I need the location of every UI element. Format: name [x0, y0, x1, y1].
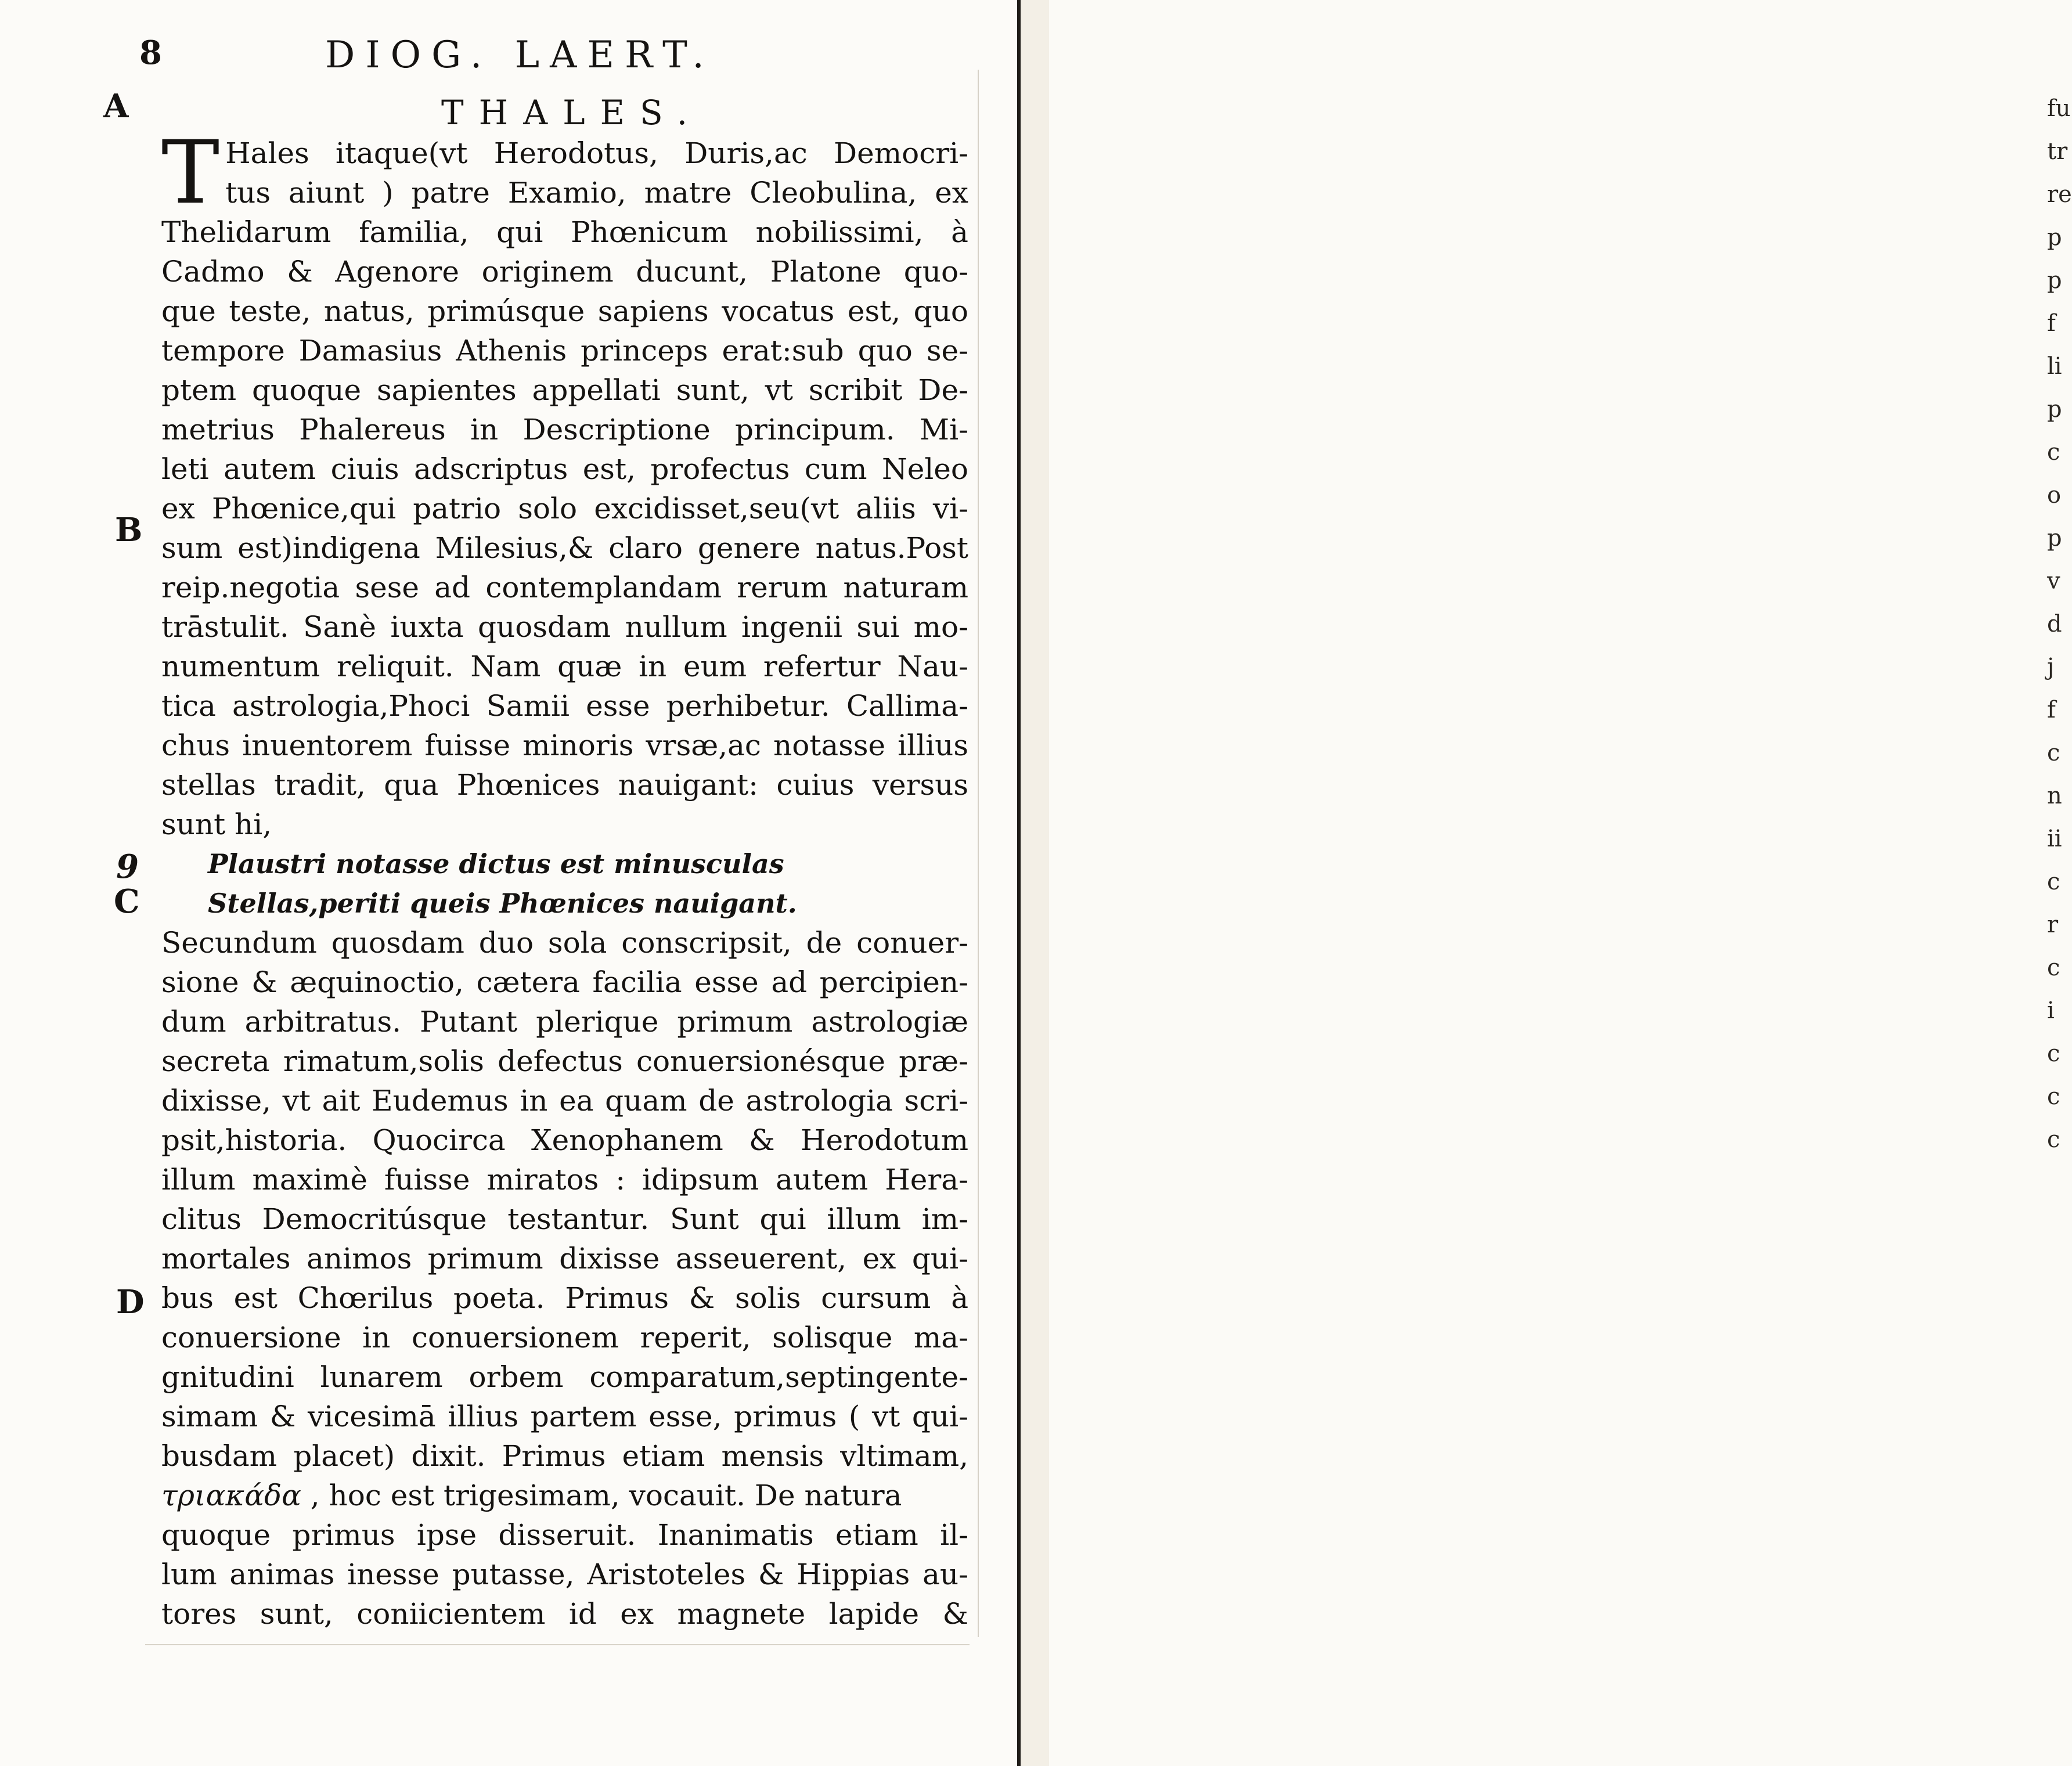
running-head: DIOG. LAERT.: [325, 34, 715, 77]
text-line: secreta rimatum,solis defectus conuersionésque præ-: [161, 1044, 968, 1078]
text-line: Thelidarum familia, qui Phœnicum nobilissimi, à: [161, 215, 968, 249]
edge-letter: c: [2047, 439, 2060, 466]
edge-letter: p: [2047, 525, 2062, 552]
edge-letter: p: [2047, 224, 2062, 251]
text-line: tempore Damasius Athenis princeps erat:sub quo se-: [161, 334, 968, 367]
text-line: chus inuentorem fuisse minoris vrsæ,ac notasse illius: [161, 729, 968, 762]
edge-letter: f: [2047, 697, 2056, 723]
text-line: numentum reliquit. Nam quæ in eum refertur Nau-: [161, 650, 968, 683]
margin-letter-c: C: [114, 882, 140, 921]
text-line: quoque primus ipse disseruit. Inanimatis etiam il-: [161, 1518, 968, 1552]
text-line: sione & æquinoctio, cætera facilia esse ad percipien-: [161, 965, 968, 999]
edge-letter: c: [2047, 868, 2060, 895]
edge-letter: c: [2047, 740, 2060, 766]
text-line: ex Phœnice,qui patrio solo excidisset,seu(vt aliis vi-: [161, 492, 968, 525]
text-line: reip.negotia sese ad contemplandam rerum naturam: [161, 571, 968, 604]
edge-letter: c: [2047, 954, 2060, 981]
edge-letter: c: [2047, 1040, 2060, 1067]
margin-rule: [978, 70, 979, 1637]
text-line: [161, 1476, 968, 1515]
edge-letter: n: [2047, 783, 2062, 809]
edge-letter: re: [2047, 181, 2072, 208]
text-line: busdam placet) dixit. Primus etiam mensis vltimam,: [161, 1439, 968, 1473]
text-line: tica astrologia,Phoci Samii esse perhibetur. Callima-: [161, 689, 968, 723]
text-line: lum animas inesse putasse, Aristoteles & Hippias au-: [161, 1558, 968, 1591]
text-line: dum arbitratus. Putant plerique primum astrologiæ: [161, 1005, 968, 1039]
text-line: dixisse, vt ait Eudemus in ea quam de astrologia scri-: [161, 1084, 968, 1118]
text-line: psit,historia. Quocirca Xenophanem & Herodotum: [161, 1123, 968, 1157]
text-line: sum est)indigena Milesius,& claro genere natus.Post: [161, 531, 968, 565]
section-title: THALES.: [441, 93, 703, 132]
text-line: conuersione in conuersionem reperit, solisque ma-: [161, 1321, 968, 1354]
text-line-rest: , hoc est trigesimam, vocauit. De natura: [310, 1479, 902, 1512]
margin-letter-d: D: [116, 1283, 145, 1321]
text-line: tores sunt, coniicientem id ex magnete lapide &: [161, 1597, 968, 1631]
edge-letter: f: [2047, 310, 2056, 337]
verse-line: Plaustri notasse dictus est minusculas: [208, 848, 784, 880]
verse-line: Stellas,periti queis Phœnices nauigant.: [208, 888, 797, 919]
edge-letter: j: [2047, 654, 2055, 680]
text-line: simam & vicesimā illius partem esse, primus ( vt qui-: [161, 1400, 968, 1433]
edge-letter: tr: [2047, 138, 2068, 165]
edge-letter: o: [2047, 482, 2062, 509]
page-number: 8: [139, 34, 162, 72]
text-line: stellas tradit, qua Phœnices nauigant: cuius versus: [161, 768, 968, 802]
margin-page-ref-9: 9: [116, 848, 139, 886]
edge-letter: li: [2047, 353, 2062, 380]
text-line: gnitudini lunarem orbem comparatum,septingente-: [161, 1360, 968, 1394]
drop-cap: T: [161, 122, 220, 224]
page-header: [139, 34, 790, 80]
edge-letter: p: [2047, 396, 2062, 423]
text-line: bus est Chœrilus poeta. Primus & solis cursum à: [161, 1281, 968, 1315]
text-line: ptem quoque sapientes appellati sunt, vt scribit De-: [161, 373, 968, 407]
edge-letter: r: [2047, 911, 2059, 938]
edge-letter: fu: [2047, 95, 2071, 122]
text-line: que teste, natus, primúsque sapiens vocatus est, quo: [161, 294, 968, 328]
bottom-rule: [145, 1644, 970, 1645]
text-line: tus aiunt ) patre Examio, matre Cleobulina, ex: [225, 176, 968, 210]
edge-letter: p: [2047, 267, 2062, 294]
text-line: illum maximè fuisse miratos : idipsum autem Hera-: [161, 1163, 968, 1196]
text-line: metrius Phalereus in Descriptione principum. Mi-: [161, 413, 968, 446]
text-line: trāstulit. Sanè iuxta quosdam nullum ingenii sui mo-: [161, 610, 968, 644]
text-line: Secundum quosdam duo sola conscripsit, de conuer-: [161, 926, 968, 960]
greek-word: τριακάδα: [161, 1479, 301, 1512]
text-line: clitus Democritúsque testantur. Sunt qui illum im-: [161, 1202, 968, 1236]
text-line: mortales animos primum dixisse asseuerent, ex qui-: [161, 1242, 968, 1275]
edge-letter: c: [2047, 1126, 2060, 1153]
text-line: sunt hi,: [161, 808, 272, 841]
adjacent-page-letters: [2047, 87, 2072, 1161]
body-text: [161, 122, 968, 1634]
edge-letter: c: [2047, 1083, 2060, 1110]
edge-letter: d: [2047, 611, 2062, 637]
adjacent-page-edge: [1017, 0, 2072, 1766]
text-line: Hales itaque(vt Herodotus, Duris,ac Democri-: [225, 136, 968, 170]
edge-letter: v: [2047, 568, 2060, 594]
text-line: Cadmo & Agenore originem ducunt, Platone quo-: [161, 255, 968, 289]
text-line: leti autem ciuis adscriptus est, profectus cum Neleo: [161, 452, 968, 486]
edge-letter: ii: [2047, 826, 2062, 852]
margin-letter-a: A: [103, 87, 129, 125]
margin-letter-b: B: [115, 511, 143, 549]
edge-letter: i: [2047, 997, 2055, 1024]
